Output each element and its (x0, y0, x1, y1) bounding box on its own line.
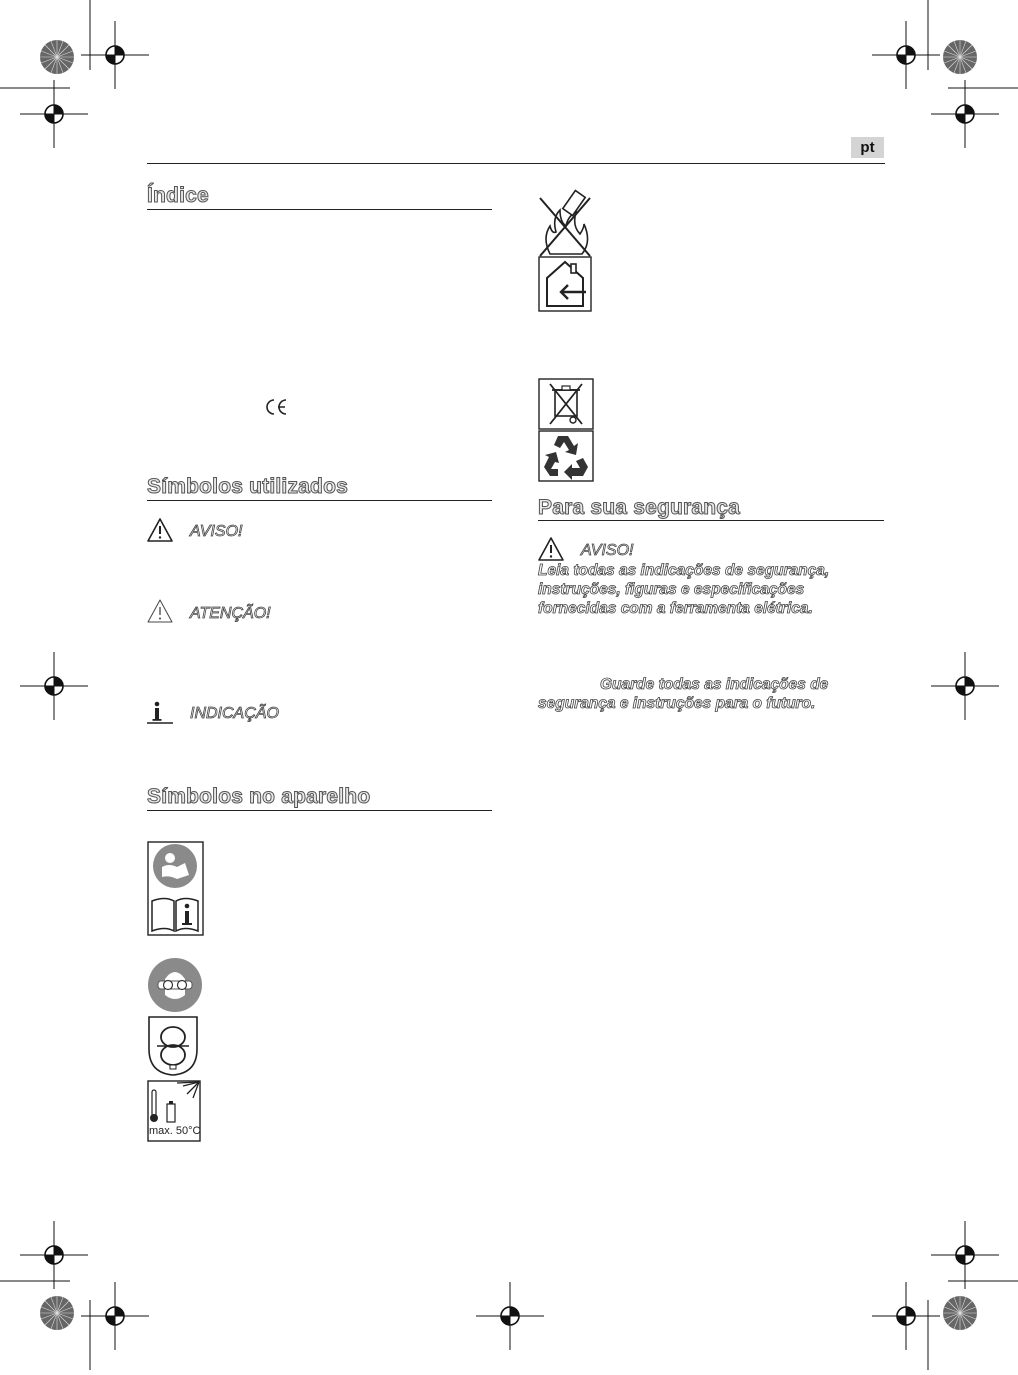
index-rule (147, 209, 492, 210)
safety-warning-icon (537, 536, 565, 562)
caution-label: ATENÇÃO! (190, 605, 271, 622)
max-temp-text: max. 50°C (149, 1125, 201, 1137)
info-label: INDICAÇÃO (190, 705, 279, 722)
safety-text-2: Guarde todas as indicações de segurança e instruções para o futuro. (538, 676, 829, 712)
hearing-protection-icon (147, 1015, 199, 1077)
symbols-used-rule (147, 500, 492, 501)
max-temperature-icon (147, 1080, 201, 1142)
symbols-used-heading: Símbolos utilizados (147, 475, 348, 498)
safety-heading: Para sua segurança (538, 496, 741, 519)
no-fire-battery-icon (538, 182, 592, 258)
crossed-bin-icon (538, 378, 594, 430)
safety-rule (538, 520, 884, 521)
symbols-device-rule (147, 810, 492, 811)
info-icon (146, 699, 174, 725)
read-manual-icon (147, 841, 204, 936)
safety-text-1: Leia todas as indicações de segurança, instruções, figuras e especificações fornecidas com a ferramenta elétrica. (538, 562, 830, 617)
language-tag: pt (851, 137, 884, 158)
safety-warning-label: AVISO! (581, 542, 634, 559)
warning-label: AVISO! (190, 523, 243, 540)
index-heading: Índice (147, 184, 209, 207)
eye-protection-icon (147, 957, 203, 1013)
header-rule (147, 163, 885, 164)
symbols-device-heading: Símbolos no aparelho (147, 785, 371, 808)
indoor-use-icon (538, 256, 592, 312)
recycling-icon (538, 430, 594, 482)
ce-mark (264, 398, 290, 416)
caution-triangle-icon (146, 598, 174, 624)
warning-triangle-icon (146, 517, 174, 543)
